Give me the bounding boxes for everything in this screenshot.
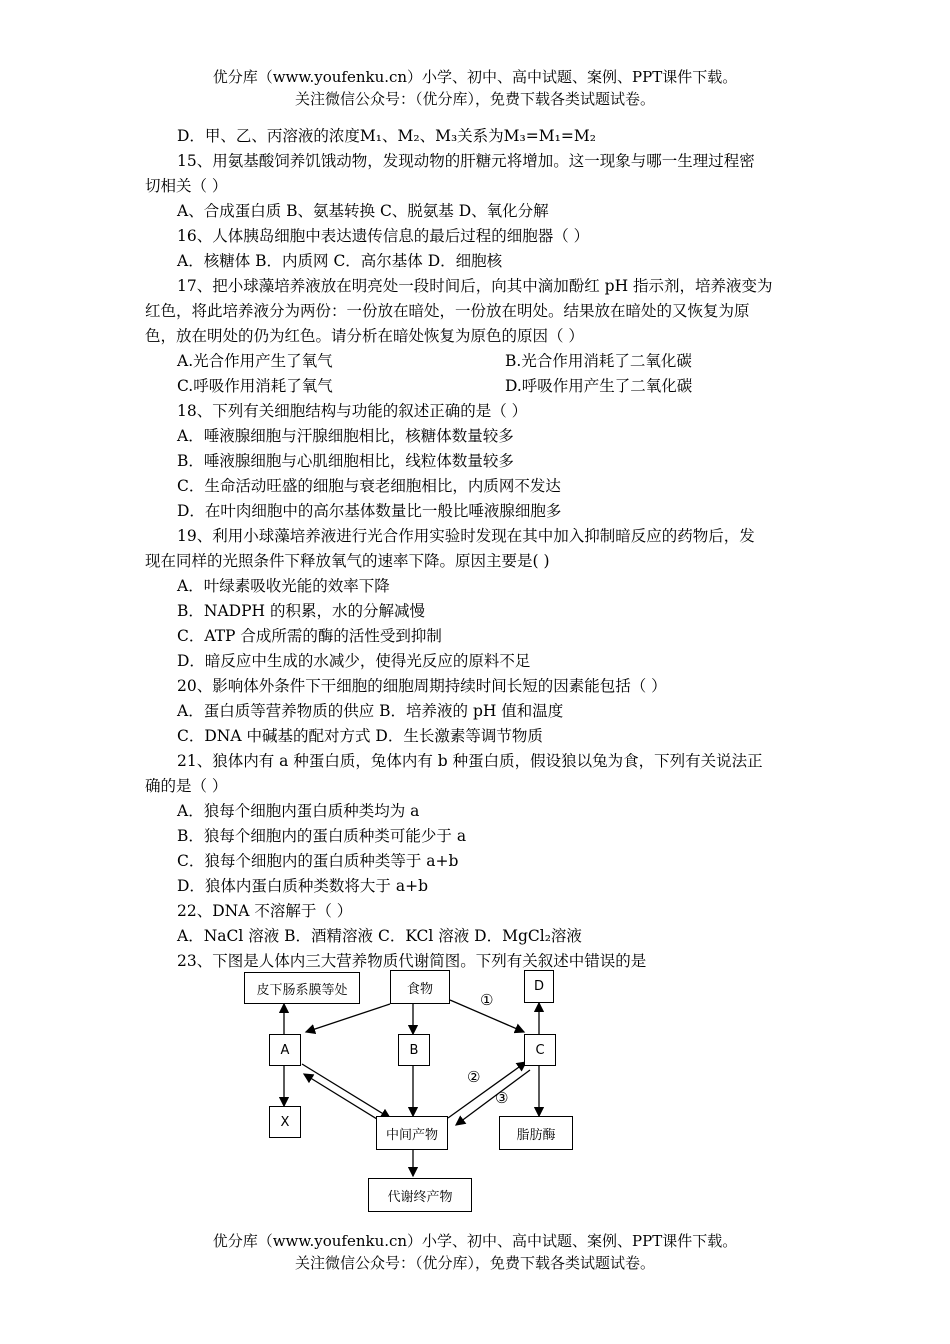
arrow-food-to-a: [306, 1004, 390, 1032]
page-header: [0, 66, 950, 110]
q23-stem: 23、下图是人体内三大营养物质代谢简图。下列有关叙述中错误的是: [177, 952, 647, 970]
q17-options-ab: [145, 349, 807, 374]
q17-option-c: C.呼吸作用消耗了氧气: [177, 377, 333, 395]
q15-options: A、合成蛋白质 B、氨基转换 C、脱氨基 D、氧化分解: [177, 202, 549, 220]
q21-option-d: D．狼体内蛋白质种类数将大于 a+b: [177, 877, 429, 895]
arrow-middle-to-c: [448, 1062, 526, 1118]
q20-options-2: C．DNA 中碱基的配对方式 D．生长激素等调节物质: [177, 727, 543, 745]
q15-stem-1: 15、用氨基酸饲养饥饿动物，发现动物的肝糖元将增加。这一现象与哪一生理过程密: [177, 152, 755, 170]
q17-option-b: B.光合作用消耗了二氧化碳: [505, 352, 692, 370]
q19-option-b: B．NADPH 的积累，水的分解减慢: [177, 602, 425, 620]
question-content: [145, 124, 807, 974]
q19-stem-1: 19、利用小球藻培养液进行光合作用实验时发现在其中加入抑制暗反应的药物后，发: [177, 527, 755, 545]
q21-stem-1: 21、狼体内有 a 种蛋白质，兔体内有 b 种蛋白质，假设狼以兔为食，下列有关说法正: [177, 752, 763, 770]
q17-option-d: D.呼吸作用产生了二氧化碳: [505, 377, 693, 395]
q16-stem: 16、人体胰岛细胞中表达遗传信息的最后过程的细胞器（ ）: [177, 227, 590, 245]
q16-options: A．核糖体 B．内质网 C．高尔基体 D．细胞核: [177, 252, 503, 270]
q18-stem: 18、下列有关细胞结构与功能的叙述正确的是（ ）: [177, 402, 528, 420]
q17-stem-2: 红色，将此培养液分为两份：一份放在暗处，一份放在明处。结果放在暗处的又恢复为原: [145, 302, 750, 320]
footer-line-2: 关注微信公众号：（优分库），免费下载各类试题试卷。: [294, 1254, 655, 1272]
box-food: 食物: [390, 970, 450, 1004]
box-middle-product: 中间产物: [376, 1116, 448, 1150]
box-b: B: [398, 1034, 430, 1066]
q17-option-a: A.光合作用产生了氧气: [177, 352, 333, 370]
box-final-product: 代谢终产物: [368, 1178, 472, 1212]
q21-option-b: B．狼每个细胞内的蛋白质种类可能少于 a: [177, 827, 467, 845]
box-d: D: [524, 970, 554, 1003]
box-a: A: [269, 1034, 301, 1066]
q18-option-a: A．唾液腺细胞与汗腺细胞相比，核糖体数量较多: [177, 427, 514, 445]
arrow-middle-to-a: [304, 1074, 385, 1124]
label-1: ①: [480, 991, 494, 1009]
q14-option-d: D．甲、乙、丙溶液的浓度M₁、M₂、M₃关系为M₃=M₁=M₂: [177, 127, 596, 145]
q19-option-d: D．暗反应中生成的水减少，使得光反应的原料不足: [177, 652, 531, 670]
q18-option-d: D．在叶肉细胞中的高尔基体数量比一般比唾液腺细胞多: [177, 502, 562, 520]
q17-stem-3: 色，放在明处的仍为红色。请分析在暗处恢复为原色的原因（ ）: [145, 327, 584, 345]
q22-stem: 22、DNA 不溶解于（ ）: [177, 902, 353, 920]
q19-option-a: A．叶绿素吸收光能的效率下降: [177, 577, 390, 595]
label-2: ②: [467, 1068, 481, 1086]
box-c: C: [524, 1034, 556, 1066]
q21-option-a: A．狼每个细胞内蛋白质种类均为 a: [177, 802, 420, 820]
box-fat: 脂肪酶: [499, 1116, 573, 1150]
q18-option-b: B．唾液腺细胞与心肌细胞相比，线粒体数量较多: [177, 452, 514, 470]
q17-options-cd: [145, 374, 807, 399]
header-line-2: 关注微信公众号：（优分库），免费下载各类试题试卷。: [294, 90, 655, 108]
box-x: X: [269, 1106, 301, 1138]
q21-option-c: C．狼每个细胞内的蛋白质种类等于 a+b: [177, 852, 459, 870]
q19-stem-2: 现在同样的光照条件下释放氧气的速率下降。原因主要是( ): [145, 552, 550, 570]
q19-option-c: C．ATP 合成所需的酶的活性受到抑制: [177, 627, 442, 645]
q18-option-c: C．生命活动旺盛的细胞与衰老细胞相比，内质网不发达: [177, 477, 561, 495]
footer-line-1: 优分库（www.youfenku.cn）小学、初中、高中试题、案例、PPT课件下载。: [212, 1232, 738, 1250]
box-skin: 皮下肠系膜等处: [244, 972, 360, 1004]
metabolism-diagram: [240, 970, 590, 1220]
q21-stem-2: 确的是（ ）: [145, 777, 228, 795]
q20-stem: 20、影响体外条件下干细胞的细胞周期持续时间长短的因素能包括（ ）: [177, 677, 667, 695]
q22-options: A．NaCl 溶液 B．酒精溶液 C．KCl 溶液 D．MgCl₂溶液: [177, 927, 582, 945]
label-3: ③: [495, 1089, 509, 1107]
q17-stem-1: 17、把小球藻培养液放在明亮处一段时间后，向其中滴加酚红 pH 指示剂，培养液变为: [177, 277, 773, 295]
arrow-a-to-middle: [302, 1064, 390, 1118]
header-line-1: 优分库（www.youfenku.cn）小学、初中、高中试题、案例、PPT课件下载。: [212, 68, 738, 86]
q20-options-1: A．蛋白质等营养物质的供应 B．培养液的 pH 值和温度: [177, 702, 564, 720]
q15-stem-2: 切相关（ ）: [145, 177, 228, 195]
page-footer: [0, 1230, 950, 1274]
